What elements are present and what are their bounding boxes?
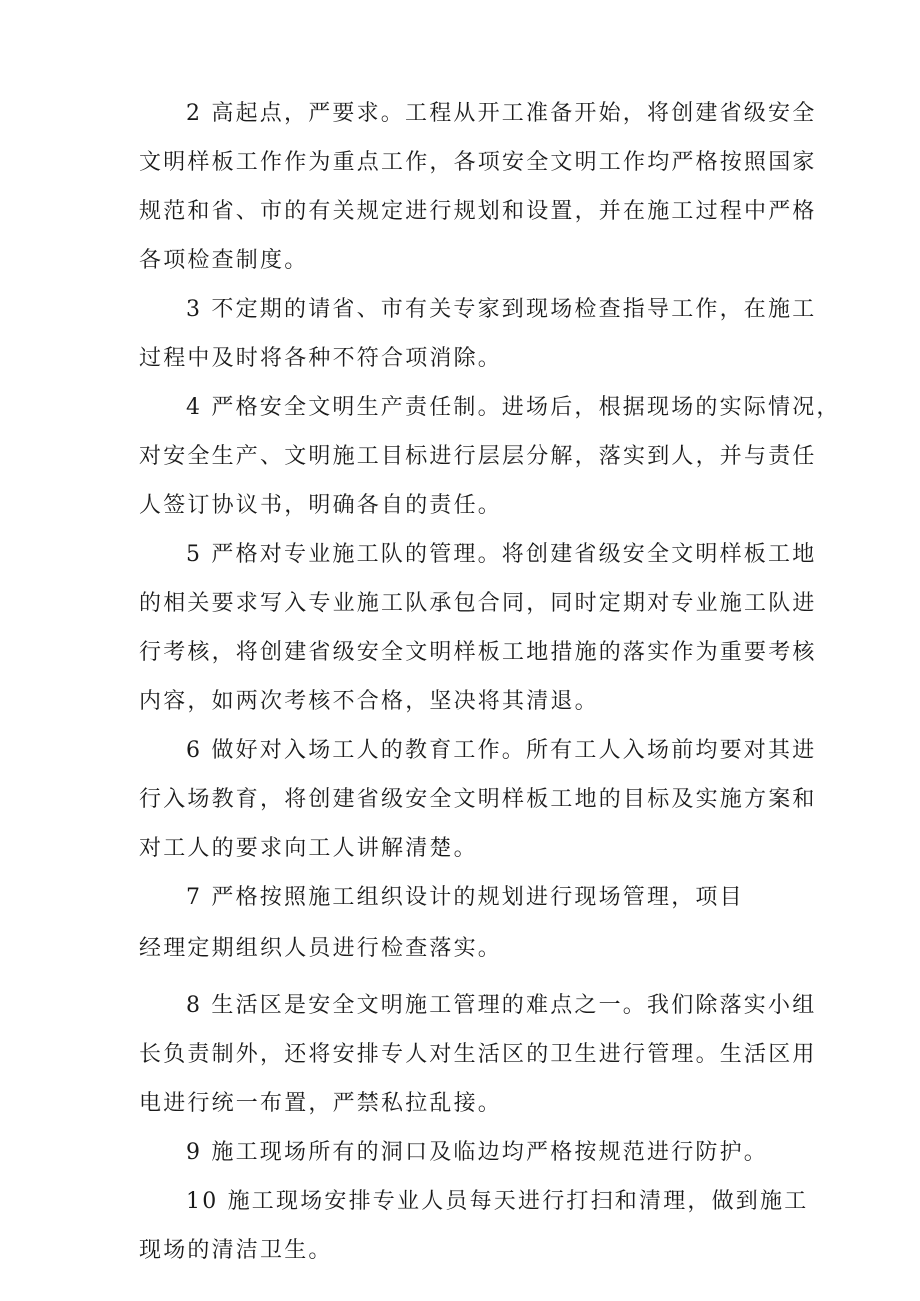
- paragraph-2-line-3: 规范和省、市的有关规定进行规划和设置，并在施工过程中严格: [139, 199, 817, 224]
- paragraph-3-line-2: 过程中及时将各种不符合项消除。: [139, 346, 503, 371]
- paragraph-6-line-1: 6 做好对入场工人的教育工作。所有工人入场前均要对其进: [186, 738, 817, 763]
- paragraph-8-line-3: 电进行统一布置，严禁私拉乱接。: [139, 1091, 503, 1116]
- paragraph-8-line-1: 8 生活区是安全文明施工管理的难点之一。我们除落实小组: [186, 993, 817, 1018]
- paragraph-2-line-4: 各项检查制度。: [139, 248, 309, 273]
- paragraph-5-line-1: 5 严格对专业施工队的管理。将创建省级安全文明样板工地: [186, 542, 817, 567]
- paragraph-6-line-3: 对工人的要求向工人讲解清楚。: [139, 836, 478, 861]
- paragraph-9-line-1: 9 施工现场所有的洞口及临边均严格按规范进行防护。: [186, 1140, 768, 1165]
- paragraph-7-line-2: 经理定期组织人员进行检查落实。: [139, 936, 503, 961]
- paragraph-10-line-2: 现场的清洁卫生。: [139, 1238, 333, 1263]
- paragraph-4-line-3: 人签订协议书，明确各自的责任。: [139, 493, 503, 518]
- paragraph-2-line-2: 文明样板工作作为重点工作，各项安全文明工作均严格按照国家: [139, 150, 817, 175]
- paragraph-6-line-2: 行入场教育，将创建省级安全文明样板工地的目标及实施方案和: [139, 787, 817, 812]
- paragraph-7-line-1: 7 严格按照施工组织设计的规划进行现场管理，项目: [186, 885, 744, 910]
- paragraph-5-line-3: 行考核，将创建省级安全文明样板工地措施的落实作为重要考核: [139, 640, 817, 665]
- paragraph-8-line-2: 长负责制外，还将安排专人对生活区的卫生进行管理。生活区用: [139, 1042, 817, 1067]
- paragraph-3-line-1: 3 不定期的请省、市有关专家到现场检查指导工作，在施工: [186, 297, 817, 322]
- paragraph-5-line-2: 的相关要求写入专业施工队承包合同，同时定期对专业施工队进: [139, 591, 817, 616]
- paragraph-4-line-2: 对安全生产、文明施工目标进行层层分解，落实到人，并与责任: [139, 444, 817, 469]
- paragraph-2-line-1: 2 高起点，严要求。工程从开工准备开始，将创建省级安全: [186, 101, 817, 126]
- paragraph-5-line-4: 内容，如两次考核不合格，坚决将其清退。: [139, 689, 599, 714]
- paragraph-4-line-1: 4 严格安全文明生产责任制。进场后，根据现场的实际情况，: [186, 395, 841, 420]
- paragraph-10-line-1: 10 施工现场安排专业人员每天进行打扫和清理，做到施工: [186, 1189, 809, 1214]
